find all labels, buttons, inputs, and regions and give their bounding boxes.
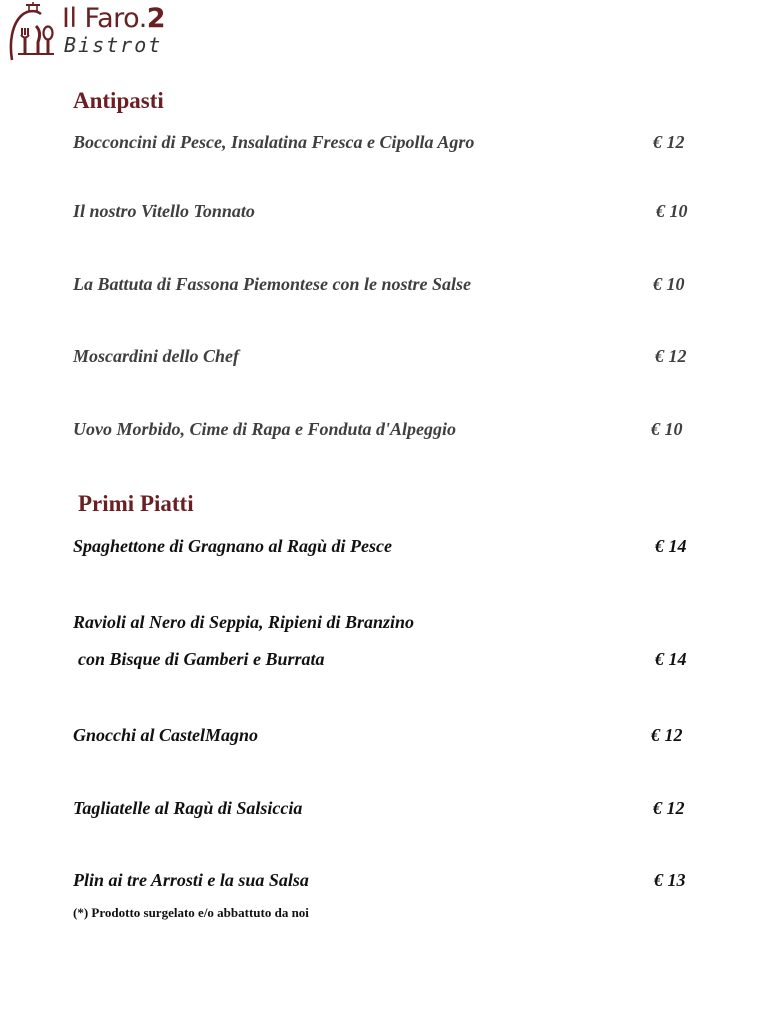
dish-name-continued: con Bisque di Gamberi e Burrata — [78, 649, 325, 669]
lighthouse-fork-knife-logo-icon — [6, 2, 64, 64]
dish-price: € 10 — [651, 419, 683, 439]
logo-number: 2 — [146, 3, 166, 34]
dish-price: € 12 — [653, 798, 685, 818]
dish-price: € 10 — [653, 274, 685, 294]
dish-name: Il nostro Vitello Tonnato — [73, 201, 255, 221]
dish-name: Spaghettone di Gragnano al Ragù di Pesce — [73, 536, 393, 556]
footnote: (*) Prodotto surgelato e/o abbattuto da noi — [73, 905, 309, 920]
dish-name: Plin ai tre Arrosti e la sua Salsa — [73, 870, 309, 890]
dish-name: La Battuta di Fassona Piemontese con le nostre Salse — [73, 274, 472, 294]
logo-subtitle: Bistrot — [64, 33, 163, 57]
dish-name: Moscardini dello Chef — [73, 346, 240, 366]
logo-wordmark — [62, 4, 165, 34]
dish-price: € 12 — [651, 725, 683, 745]
logo-name: Il Faro. — [62, 3, 147, 34]
section-heading-antipasti: Antipasti — [73, 88, 164, 113]
dish-price: € 14 — [655, 536, 687, 556]
dish-name: Gnocchi al CastelMagno — [73, 725, 259, 745]
dish-name: Bocconcini di Pesce, Insalatina Fresca e Cipolla Agro — [73, 132, 475, 152]
dish-price: € 14 — [655, 649, 687, 669]
dish-name: Uovo Morbido, Cime di Rapa e Fonduta d'Alpeggio — [73, 419, 457, 439]
dish-name: Ravioli al Nero di Seppia, Ripieni di Branzino — [73, 612, 415, 632]
restaurant-logo — [6, 2, 186, 64]
section-heading-primi: Primi Piatti — [78, 491, 194, 516]
dish-price: € 10 — [656, 201, 688, 221]
dish-price: € 12 — [653, 132, 685, 152]
dish-price: € 12 — [655, 346, 687, 366]
dish-name: Tagliatelle al Ragù di Salsiccia — [73, 798, 303, 818]
dish-price: € 13 — [654, 870, 686, 890]
